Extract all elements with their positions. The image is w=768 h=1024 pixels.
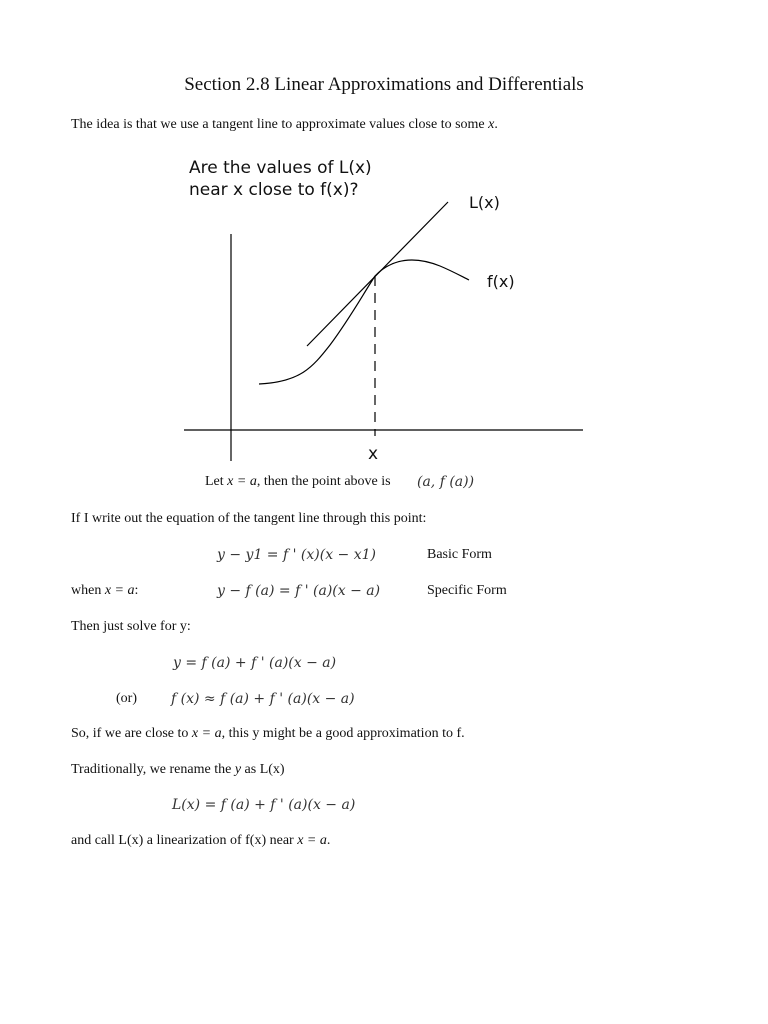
final-cond: x = a bbox=[297, 833, 327, 848]
when-cond: x = a bbox=[104, 583, 135, 598]
linearization-equation: L(x) = f (a) + f ' (a)(x − a) bbox=[172, 797, 356, 813]
let-middle: , then the point above is bbox=[256, 474, 391, 489]
final-end: . bbox=[326, 833, 331, 848]
label-L: L(x) bbox=[469, 193, 500, 212]
when-prefix: when bbox=[71, 583, 105, 598]
specific-form-equation: y − f (a) = f ' (a)(x − a) bbox=[217, 583, 381, 599]
rename-suffix: as L(x) bbox=[241, 762, 285, 777]
figure-question-line2: near x close to f(x)? bbox=[189, 180, 359, 200]
label-f: f(x) bbox=[487, 272, 515, 291]
solve-line: Then just solve for y: bbox=[71, 619, 191, 634]
rename-var: y bbox=[234, 762, 242, 777]
page-title: Section 2.8 Linear Approximations and Differentials bbox=[184, 74, 584, 95]
figure-question bbox=[189, 157, 372, 201]
or-label: (or) bbox=[116, 691, 137, 706]
when-condition bbox=[71, 583, 138, 599]
let-line bbox=[205, 474, 391, 490]
close-cond: x = a bbox=[191, 726, 222, 741]
intro-var: x bbox=[488, 117, 495, 132]
tangent-intro: If I write out the equation of the tangent line through this point: bbox=[71, 511, 427, 526]
tangent-line-figure bbox=[0, 0, 768, 500]
basic-form-label: Basic Form bbox=[427, 547, 492, 562]
close-prefix: So, if we are close to bbox=[71, 726, 192, 741]
rename-prefix: Traditionally, we rename the bbox=[71, 762, 235, 777]
label-x: x bbox=[368, 444, 379, 464]
intro-text: The idea is that we use a tangent line to approximate values close to some bbox=[71, 117, 489, 132]
basic-form-equation: y − y1 = f ' (x)(x − x1) bbox=[217, 547, 376, 563]
intro-end: . bbox=[494, 117, 498, 132]
final-prefix: and call L(x) a linearization of f(x) near bbox=[71, 833, 298, 848]
figure-question-line1: Are the values of L(x) bbox=[189, 158, 372, 178]
when-colon: : bbox=[134, 583, 139, 598]
solve-equation: y = f (a) + f ' (a)(x − a) bbox=[173, 655, 337, 671]
rename-line bbox=[71, 762, 285, 778]
function-curve bbox=[259, 260, 469, 384]
specific-form-label: Specific Form bbox=[427, 583, 507, 598]
close-line bbox=[71, 726, 465, 742]
point-expression: (a, f (a)) bbox=[417, 474, 475, 490]
final-line bbox=[71, 833, 330, 849]
close-suffix: , this y might be a good approximation to f. bbox=[221, 726, 465, 741]
approximation-equation: f (x) ≈ f (a) + f ' (a)(x − a) bbox=[171, 691, 355, 707]
let-cond: x = a bbox=[227, 474, 257, 489]
let-prefix: Let bbox=[205, 474, 228, 489]
